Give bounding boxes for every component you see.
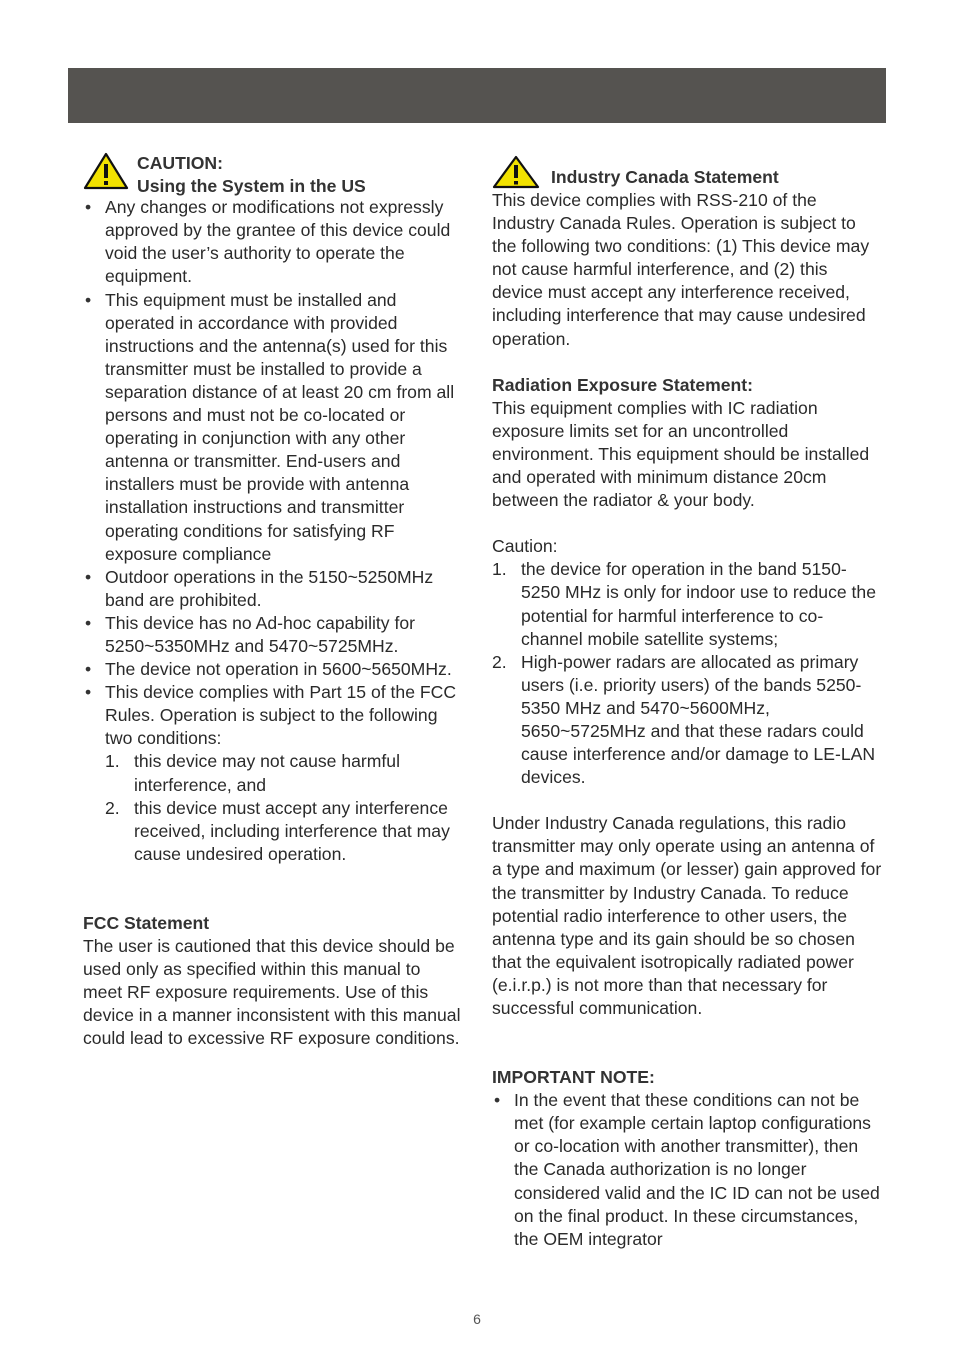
list-item: • Any changes or modifications not expressly approved by the grantee of this device could void the user’s authority to operate the equipment.	[83, 196, 463, 288]
caution-bullet-list	[83, 196, 463, 866]
fcc-statement-title: FCC Statement	[83, 912, 210, 933]
page-number: 6	[473, 1311, 481, 1327]
caution-numbered-list	[492, 558, 882, 789]
item-number: 2.	[105, 797, 120, 818]
right-column	[492, 150, 882, 1251]
item-number: 1.	[492, 559, 507, 580]
conditions-list	[105, 750, 463, 865]
caution-label: Caution:	[492, 536, 558, 557]
item-number: 2.	[492, 651, 507, 672]
list-item: • The device not operation in 5600~5650MHz.	[83, 658, 463, 681]
list-item: • This device has no Ad-hoc capability for 5250~5350MHz and 5470~5725MHz.	[83, 612, 463, 658]
list-item-text: This device complies with Part 15 of the FCC Rules. Operation is subject to the following two conditions:	[105, 682, 457, 749]
warning-triangle-icon	[83, 152, 129, 190]
list-item	[492, 558, 882, 650]
important-note-title: IMPORTANT NOTE:	[492, 1067, 655, 1088]
left-column	[83, 150, 463, 1050]
item-text: the device for operation in the band 5150-5250 MHz is only for indoor use to reduce the potential for harmful interference to co-channel mobile satellite systems;	[521, 559, 877, 649]
header-bar	[68, 68, 886, 123]
caution-heading	[83, 152, 463, 198]
list-item: • Outdoor operations in the 5150~5250MHz band are prohibited.	[83, 566, 463, 612]
fcc-statement-text: The user is cautioned that this device should be used only as specified within this manual to meet RF exposure requirements. Use of this device in a manner inconsistent with this manual could lead to excessive RF exposure conditions.	[83, 936, 461, 1049]
item-text: this device must accept any interference received, including interference that may cause undesired operation.	[134, 797, 450, 864]
industry-canada-heading	[492, 155, 882, 189]
item-text: this device may not cause harmful interference, and	[134, 751, 400, 795]
list-item: • This equipment must be installed and operated in accordance with provided instructions and the antenna(s) used for this transmitter must be installed to provide a separation distance of at least 20 cm from all persons and must not be co-located or operating in conjunction with any other antenna or transmitter. End-users and installers must be provide with antenna installation instructions and transmitter operating conditions for satisfying RF exposure compliance	[83, 289, 463, 566]
regulations-text: Under Industry Canada regulations, this radio transmitter may only operate using an antenna of a type and maximum (or lesser) gain approved for the transmitter by Industry Canada. To reduce potential radio interference to other users, the antenna type and its gain should be so chosen that the equivalent isotropically radiated power (e.i.r.p.) is not more than that necessary for successful communication.	[492, 813, 882, 1018]
item-number: 1.	[105, 751, 120, 772]
industry-canada-text: This device complies with RSS-210 of the Industry Canada Rules. Operation is subject to the following two conditions: (1) This device may not cause harmful interference, and (2) this device must accept any interference received, including interference that may cause undesired operation.	[492, 190, 870, 349]
industry-canada-title: Industry Canada Statement	[551, 166, 779, 187]
warning-triangle-icon	[492, 155, 540, 189]
radiation-exposure-text: This equipment complies with IC radiation exposure limits set for an uncontrolled environment. This equipment should be installed and operated with minimum distance 20cm between the radiator & your body.	[492, 397, 870, 511]
list-item	[83, 681, 463, 866]
list-item	[492, 651, 882, 790]
caution-title-line1: CAUTION:	[137, 153, 224, 173]
list-item	[105, 750, 463, 796]
caution-title-line2: Using the System in the US	[137, 176, 366, 197]
radiation-exposure-title: Radiation Exposure Statement:	[492, 374, 754, 395]
list-item	[105, 797, 463, 866]
item-text: High-power radars are allocated as primary users (i.e. priority users) of the bands 5250-5350 MHz and 5470~5600MHz, 5650~5725MHz and that these radars could cause interference and/or damage to LE-LAN devices.	[521, 651, 876, 788]
list-item: • In the event that these conditions can not be met (for example certain laptop configurations or co-location with another transmitter), then the Canada authorization is no longer considered valid and the IC ID can not be used on the final product. In these circumstances, the OEM integrator	[492, 1089, 882, 1251]
important-note-list	[492, 1089, 882, 1251]
